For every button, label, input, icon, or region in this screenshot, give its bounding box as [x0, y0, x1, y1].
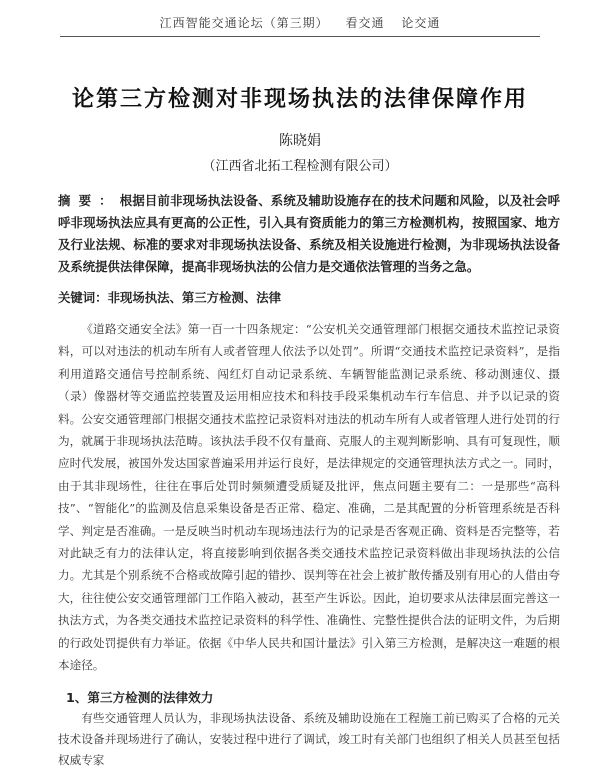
journal-name: 江西智能交通论坛（第三期）: [159, 16, 329, 30]
section-paragraph: 有些交通管理人员认为，非现场执法设备、系统及辅助设施在工程施工前已购买了合格的元关技术设备并现场进行了确认，安装过程中进行了调试，竣工时有关部门也组织了相关人员甚至包括权威专家: [58, 711, 560, 767]
running-header: [0, 14, 600, 31]
author-name: 陈晓娟: [279, 133, 321, 149]
abstract: [58, 190, 560, 278]
body-paragraph: 《道路交通安全法》第一百一十四条规定：“公安机关交通管理部门根据交通技术监控记录资料，可以对违法的机动车所有人或者管理人依法予以处罚”。所谓“交通技术监控记录资料”，是指利用道路交通信号控制系统、闯红灯自动记录系统、车辆智能监测记录系统、移动测速仪、摄（录）像器材等交通监控装置及运用相应技术和科技手段采集机动车行车信息、并予以记录的资料。公安交通管理部门根据交通技术监控记录资料对违法的机动车所有人或者管理人进行处罚的行为，就属于非现场执法范畴。该执法手段不仅有量商、克服人的主观判断影响、具有可复现性，顺应时代发展，被国外发达国家普遍采用并运行良好，是法律规定的交通管理执法方式之一。同时，由于其非现场性，往往在事后处罚时频频遭受质疑及批评，焦点问题主要有二：一是那些“高科技”、“智能化”的监测及信息采集设备是否正常、稳定、准确，二是其配置的分析管理系统是否科学、判定是否准确。一是反映当时机动车现场违法行为的记录是否客观正确、资料是否完整等，若对此缺乏有力的法律认定，将直接影响到依据各类交通技术监控记录资料做出非现场执法的公信力。尤其是个别系统不合格或故障引起的错抄、误判等在社会上被扩散传播及别有用心的人借由夸大，往往使公安交通管理部门工作陷入被动，甚至产生诉讼。因此，迫切要求从法律层面完善这一执法方式，为各类交通技术监控记录资料的科学性、准确性、完整性提供合法的证明文件，为后期的行政处罚提供有力举证。依据《中华人民共和国计量法》引入第三方检测，是解决这一难题的根本途径。: [58, 322, 560, 673]
keywords-label: 关键词：: [58, 290, 108, 305]
header-divider: [60, 36, 540, 37]
keywords: [58, 288, 560, 308]
header-subsection: 论交通: [401, 16, 441, 30]
header-section: 看交通: [345, 16, 385, 30]
author-affiliation: （江西省北拓工程检测有限公司）: [202, 159, 398, 174]
section-body: [58, 708, 560, 771]
article-title: 论第三方检测对非现场执法的法律保障作用: [71, 87, 528, 112]
abstract-label: 摘要：: [58, 193, 120, 208]
section-heading: 1、第三方检测的法律效力: [66, 690, 214, 705]
body-section: [58, 318, 560, 677]
abstract-text: 根据目前非现场执法设备、系统及辅助设施存在的技术问题和风险，以及社会呼呼非现场执法应具有更高的公正性，引入具有资质能力的第三方检测机构，按照国家、地方及行业法规、标准的要求对非现场执法设备、系统及相关设施进行检测，为非现场执法设备及系统提供法律保障，提高非现场执法的公信力是交通依法管理的当务之急。: [58, 193, 561, 274]
keywords-text: 非现场执法、第三方检测、法律: [107, 290, 282, 305]
